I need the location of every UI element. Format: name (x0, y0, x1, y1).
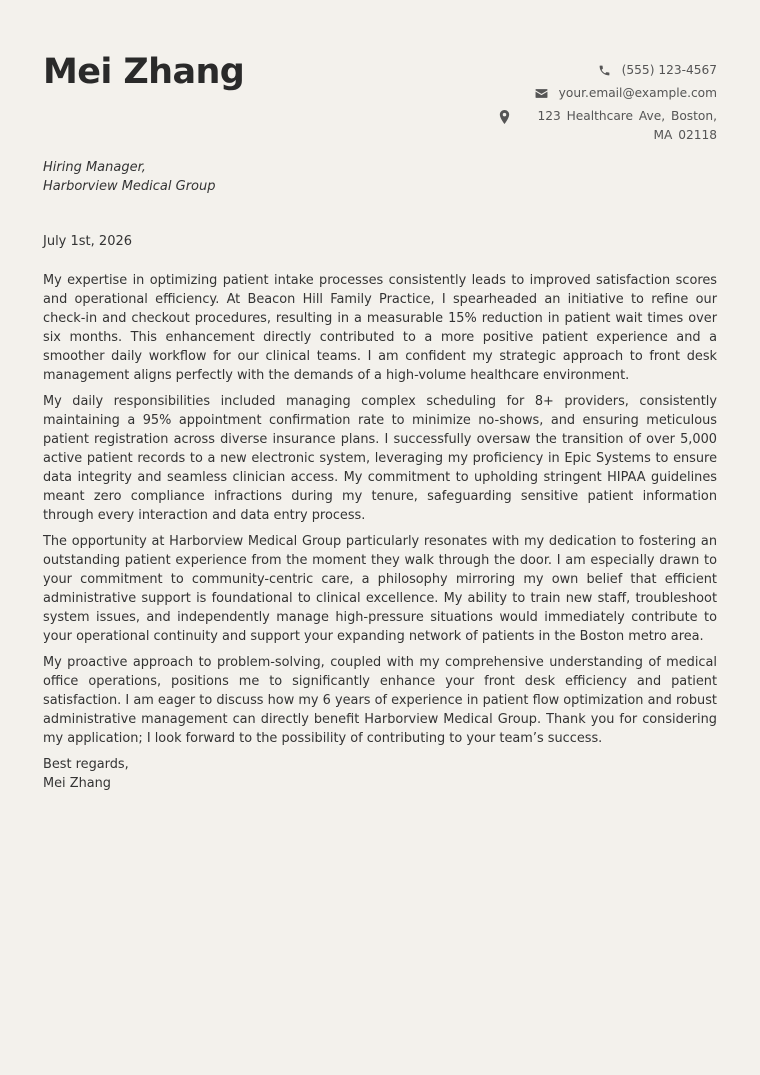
recipient-organization: Harborview Medical Group (43, 179, 216, 194)
body-paragraph-4: My proactive approach to problem-solving, coupled with my comprehensive understanding of medical office operations, positions me to significantly enhance your front desk efficiency and patient satisfaction. I am eager to discuss how my 6 years of experience in patient flow optimization and robust administrative management can directly benefit Harborview Medical Group. Thank you for considering my application; I look forward to the possibility of contributing to your team’s success. (43, 655, 717, 746)
closing-block (43, 755, 717, 793)
contact-phone (457, 61, 717, 80)
body-paragraph-1: My expertise in optimizing patient intake processes consistently leads to improved satisfaction scores and operational efficiency. At Beacon Hill Family Practice, I spearheaded an initiative to refine our check-in and checkout procedures, resulting in a measurable 15% reduction in patient wait times over six months. This enhancement directly contributed to a more positive patient experience and a smoother daily workflow for our clinical teams. I am confident my strategic approach to front desk management aligns perfectly with the demands of a high-volume healthcare environment. (43, 273, 717, 383)
closing-salutation: Best regards, (43, 757, 129, 772)
letter-body (43, 271, 717, 793)
contact-email (457, 84, 717, 103)
recipient-title: Hiring Manager, (43, 160, 146, 175)
body-paragraph-3: The opportunity at Harborview Medical Group particularly resonates with my dedication to fostering an outstanding patient experience from the moment they walk through the door. I am especially drawn to your commitment to community-centric care, a philosophy mirroring my own belief that efficient administrative support is foundational to clinical excellence. My ability to train new staff, troubleshoot system issues, and independently manage high-pressure situations would immediately contribute to your operational continuity and support your expanding network of patients in the Boston metro area. (43, 534, 717, 644)
envelope-icon (535, 84, 549, 103)
map-pin-icon (497, 107, 511, 126)
letter-date: July 1st, 2026 (43, 234, 133, 249)
email-link[interactable]: your.email@example.com (558, 86, 717, 100)
phone-icon (598, 61, 612, 80)
recipient-block (43, 158, 216, 196)
contact-address (457, 107, 717, 145)
body-paragraph-2: My daily responsibilities included managing complex scheduling for 8+ providers, consistently maintaining a 95% appointment confirmation rate to minimize no-shows, and ensuring meticulous patient registration across diverse insurance plans. I successfully oversaw the transition of over 5,000 active patient records to a new electronic system, leveraging my proficiency in Epic Systems to ensure data integrity and seamless clinician access. My commitment to upholding stringent HIPAA guidelines meant zero compliance infractions during my tenure, safeguarding sensitive patient information through every interaction and data entry process. (43, 394, 717, 523)
address-text: 123 Healthcare Ave, Boston, MA 02118 (537, 109, 717, 142)
contact-block (457, 61, 717, 149)
applicant-name: Mei Zhang (43, 52, 245, 92)
phone-text: (555) 123-4567 (621, 63, 717, 77)
closing-signature: Mei Zhang (43, 776, 111, 791)
